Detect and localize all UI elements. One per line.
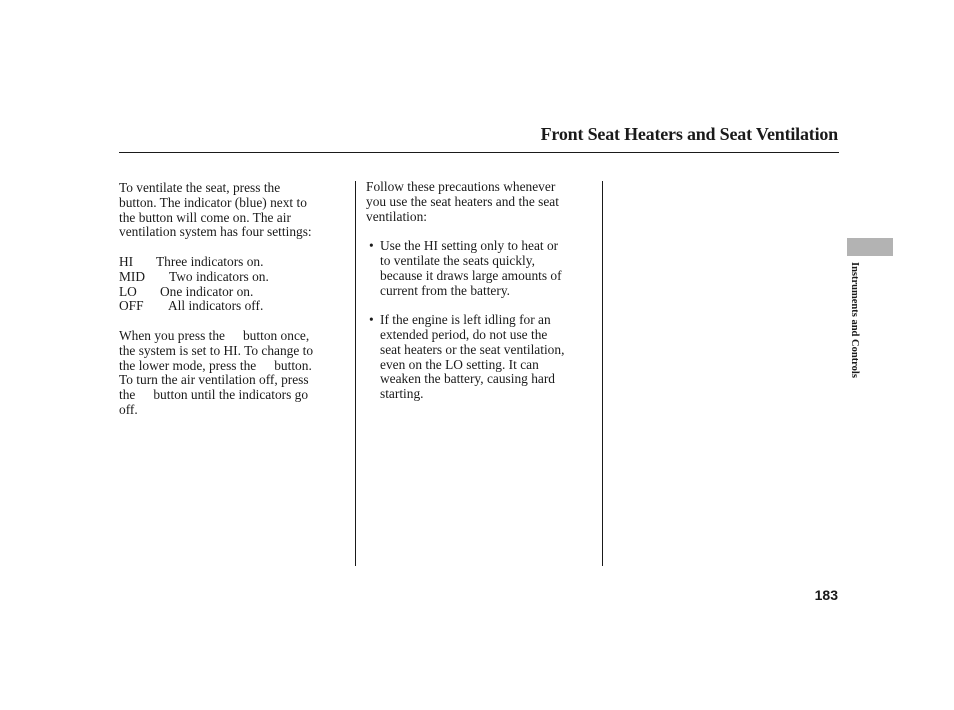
- setting-key: HI: [119, 253, 134, 269]
- column-divider: [355, 181, 356, 566]
- paragraph-line: the button until the indicators go: [119, 387, 309, 403]
- intro-line: you use the seat heaters and the seat: [366, 193, 559, 209]
- setting-row-hi: [119, 255, 349, 270]
- bullet-dot-icon: •: [369, 312, 374, 328]
- setting-desc: Two indicators on.: [169, 268, 269, 284]
- paragraph-line: the lower mode, press the button.: [119, 357, 312, 373]
- paragraph-line: off.: [119, 401, 138, 417]
- paragraph-line: the system is set to HI. To change to: [119, 342, 314, 358]
- intro-line: the button will come on. The air: [119, 209, 291, 225]
- column-1: [119, 181, 349, 418]
- setting-key: OFF: [119, 298, 144, 314]
- section-tab: [847, 238, 893, 256]
- intro-line: Follow these precautions whenever: [366, 179, 556, 194]
- setting-desc: All indicators off.: [168, 298, 264, 314]
- setting-row-off: [119, 299, 349, 314]
- setting-desc: Three indicators on.: [156, 253, 264, 269]
- intro-line: button. The indicator (blue) next to: [119, 194, 307, 210]
- paragraph-line: When you press the button once,: [119, 327, 310, 343]
- page-number: 183: [814, 587, 838, 603]
- column-2: [366, 180, 598, 402]
- precaution-bullet: • Use the HI setting only to heat or to ventilate the seats quickly, because it draws large amounts of current from the battery.: [369, 238, 562, 298]
- title-rule: [119, 152, 839, 153]
- page-title: Front Seat Heaters and Seat Ventilation: [540, 124, 838, 144]
- section-tab-label: Instruments and Controls: [849, 262, 860, 378]
- setting-key: LO: [119, 283, 137, 299]
- setting-row-lo: [119, 285, 349, 300]
- setting-row-mid: [119, 270, 349, 285]
- bullet-dot-icon: •: [369, 238, 374, 254]
- precaution-bullet: • If the engine is left idling for an extended period, do not use the seat heaters or the seat ventilation, even on the LO setting. It can weaken the battery, causing hard starting.: [369, 312, 565, 402]
- column-divider: [602, 181, 603, 566]
- setting-key: MID: [119, 268, 146, 284]
- intro-line: ventilation system has four settings:: [119, 224, 312, 240]
- paragraph-line: To turn the air ventilation off, press: [119, 372, 309, 388]
- intro-line: ventilation:: [366, 208, 427, 224]
- intro-line: To ventilate the seat, press the: [119, 180, 281, 195]
- setting-desc: One indicator on.: [160, 283, 254, 299]
